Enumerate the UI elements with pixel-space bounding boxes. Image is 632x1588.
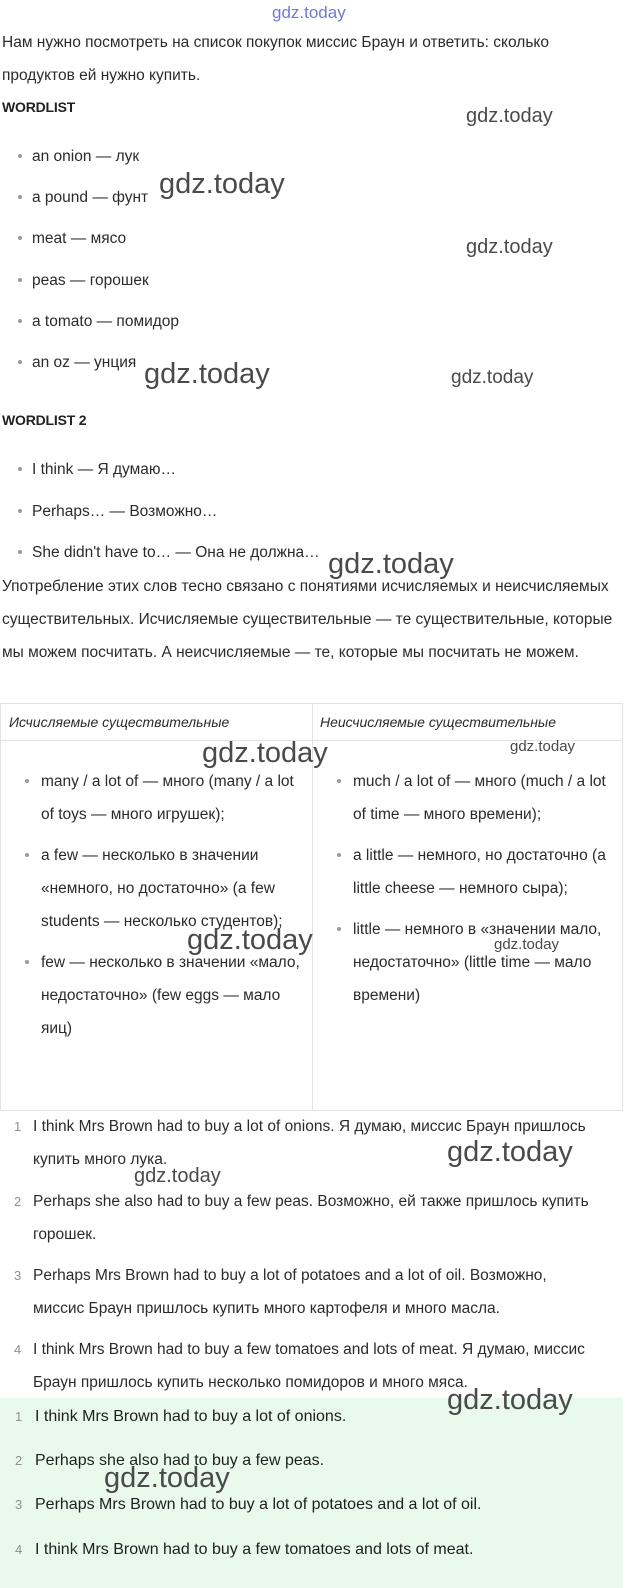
watermark: gdz.today: [144, 358, 270, 390]
wordlist-item: a tomato — помидор: [18, 310, 179, 334]
nouns-table: [0, 703, 623, 1111]
wordlist-item: a pound — фунт: [18, 186, 148, 210]
watermark: gdz.today: [187, 924, 313, 956]
uncountable-item: much / a lot of — много (much / a lot of time — много времени);: [329, 765, 621, 831]
wordlist-item: meat — мясо: [18, 227, 126, 251]
bullet-icon: [18, 509, 22, 513]
watermark: gdz.today: [494, 936, 560, 953]
answer-text: Perhaps Mrs Brown had to buy a lot of potatoes and a lot of oil. Возможно, миссис Браун пришлось купить много картофеля и много масла.: [33, 1267, 547, 1317]
final-answer-number: 3: [15, 1497, 23, 1512]
bullet-icon: [18, 550, 22, 554]
uncountable-item: little — немного в «значении мало, недостаточно» (little time — мало времени): [329, 913, 621, 1012]
answer-number: 3: [14, 1268, 22, 1283]
wordlist-heading: WORDLIST: [2, 99, 76, 115]
explanation-paragraph: Употребление этих слов тесно связано с понятиями исчисляемых и неисчисляемых существительных. Исчисляемые существительные — те существительные, которые мы можем посчитать. А неисчисляемые — те, которые мы посчитать не можем.: [2, 578, 613, 661]
answer-item: [0, 1110, 600, 1176]
answer-text: Perhaps she also had to buy a few peas. Возможно, ей также пришлось купить горошек.: [33, 1193, 589, 1243]
bullet-icon: [18, 360, 22, 364]
watermark: gdz.today: [466, 236, 553, 258]
watermark: gdz.today: [202, 737, 328, 769]
final-answer-text: Perhaps she also had to buy a few peas.: [35, 1452, 325, 1469]
watermark: gdz.today: [159, 168, 285, 200]
table-header-countable: Исчисляемые существительные: [1, 704, 312, 741]
bullet-icon: [18, 236, 22, 240]
answer-number: 2: [14, 1194, 22, 1209]
watermark: gdz.today: [447, 1384, 573, 1416]
watermark-top: gdz.today: [272, 3, 346, 22]
final-answer-text: Perhaps Mrs Brown had to buy a lot of potatoes and a lot of oil.: [35, 1496, 482, 1513]
answer-item: [0, 1185, 600, 1251]
answer-text: I think Mrs Brown had to buy a lot of onions. Я думаю, миссис Браун пришлось купить много лука.: [33, 1118, 586, 1168]
answer-number: 1: [14, 1119, 22, 1134]
watermark: gdz.today: [510, 738, 576, 755]
final-answer-item: [0, 1402, 600, 1432]
answer-item: [0, 1259, 600, 1325]
answer-item: [0, 1333, 600, 1399]
final-answer-number: 2: [15, 1453, 23, 1468]
bullet-icon: [18, 278, 22, 282]
answer-text: I think Mrs Brown had to buy a few tomatoes and lots of meat. Я думаю, миссис Браун пришлось купить несколько помидоров и много мяса.: [33, 1341, 585, 1391]
uncountable-list: [329, 765, 621, 1020]
final-answer-item: [0, 1535, 600, 1565]
watermark: gdz.today: [451, 367, 534, 388]
wordlist2-item: I think — Я думаю…: [18, 458, 176, 482]
wordlist-item: peas — горошек: [18, 269, 149, 293]
wordlist2-item: She didn't have to… — Она не должна…: [18, 541, 320, 565]
answer-number: 4: [14, 1342, 22, 1357]
countable-item: few — несколько в значении «мало, недостаточно» (few eggs — мало яиц): [17, 946, 307, 1045]
uncountable-item: a little — немного, но достаточно (a little cheese — немного сыра);: [329, 839, 621, 905]
final-answer-item: [0, 1446, 600, 1476]
countable-item: many / a lot of — много (many / a lot of toys — много игрушек);: [17, 765, 307, 831]
bullet-icon: [18, 467, 22, 471]
wordlist-item: an onion — лук: [18, 145, 139, 169]
watermark: gdz.today: [104, 1462, 230, 1494]
bullet-icon: [18, 154, 22, 158]
final-answer-number: 1: [15, 1409, 23, 1424]
watermark: gdz.today: [447, 1136, 573, 1168]
wordlist2-heading: WORDLIST 2: [2, 412, 87, 428]
table-divider: [312, 704, 313, 1110]
countable-list: [17, 765, 307, 1053]
bullet-icon: [18, 319, 22, 323]
final-answer-text: I think Mrs Brown had to buy a lot of onions.: [35, 1408, 347, 1425]
final-answer-text: I think Mrs Brown had to buy a few tomatoes and lots of meat.: [35, 1541, 474, 1558]
table-header-uncountable: Неисчисляемые существительные: [313, 704, 622, 741]
final-answer-number: 4: [15, 1542, 23, 1557]
watermark: gdz.today: [466, 105, 553, 127]
wordlist2-item: Perhaps… — Возможно…: [18, 500, 217, 524]
intro-paragraph: Нам нужно посмотреть на список покупок миссис Браун и ответить: сколько продуктов ей нужно купить.: [2, 34, 549, 84]
bullet-icon: [18, 195, 22, 199]
countable-item: a few — несколько в значении «немного, но достаточно» (a few students — несколько студентов);: [17, 839, 307, 938]
final-answer-item: [0, 1490, 600, 1520]
wordlist-item: an oz — унция: [18, 351, 136, 375]
watermark: gdz.today: [134, 1165, 221, 1187]
watermark: gdz.today: [328, 548, 454, 580]
